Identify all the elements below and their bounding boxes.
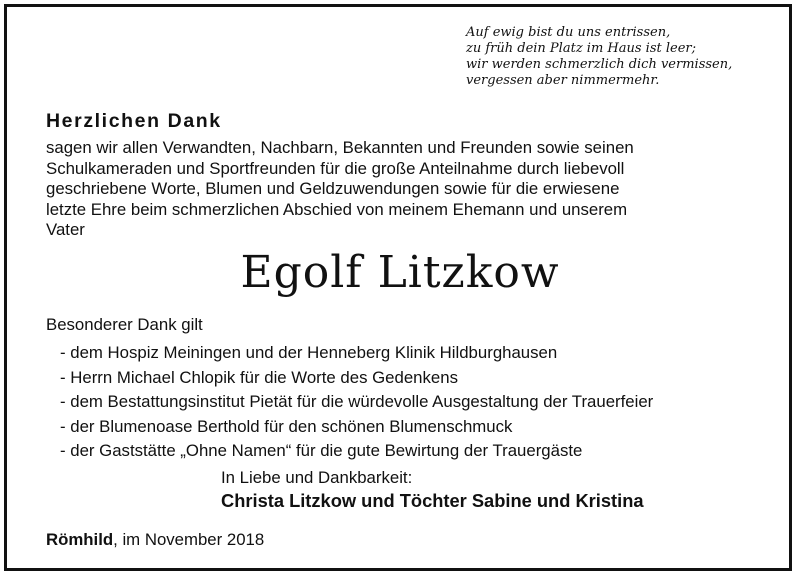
list-item: - dem Hospiz Meiningen und der Henneberg Klinik Hildburghausen [60,343,558,362]
date: , im November 2018 [113,530,265,549]
body-line: geschriebene Worte, Blumen und Geldzuwendungen sowie für die erwiesene [46,179,620,199]
body-line: Vater [46,220,85,240]
body-line: sagen wir allen Verwandten, Nachbarn, Bekannten und Freunden sowie seinen [46,138,634,157]
thanks-heading: Herzlichen Dank [46,110,222,132]
deceased-name: Egolf Litzkow [240,247,560,298]
special-thanks-intro: Besonderer Dank gilt [46,315,203,334]
closing-line: In Liebe und Dankbarkeit: [221,468,413,487]
list-item: - der Gaststätte „Ohne Namen“ für die gute Bewirtung der Trauergäste [60,441,583,460]
poem-line: wir werden schmerzlich dich vermissen, [466,57,733,72]
special-thanks-list [60,341,653,464]
thanks-body [46,138,786,241]
body-line: letzte Ehre beim schmerzlichen Abschied von meinem Ehemann und unserem [46,199,628,219]
poem-line: Auf ewig bist du uns entrissen, [466,25,671,40]
body-line: Schulkameraden und Sportfreunden für die große Anteilnahme durch liebevoll [46,158,625,178]
place: Römhild [46,530,114,549]
list-item: - dem Bestattungsinstitut Pietät für die würdevolle Ausgestaltung der Trauerfeier [60,392,654,411]
signers: Christa Litzkow und Töchter Sabine und Kristina [221,490,644,511]
list-item: - der Blumenoase Berthold für den schönen Blumenschmuck [60,416,513,436]
list-item: - Herrn Michael Chlopik für die Worte des Gedenkens [60,367,458,387]
poem-line: zu früh dein Platz im Haus ist leer; [466,41,697,56]
place-and-date [46,530,264,550]
poem-line: vergessen aber nimmermehr. [466,73,660,88]
memorial-poem [466,25,786,89]
